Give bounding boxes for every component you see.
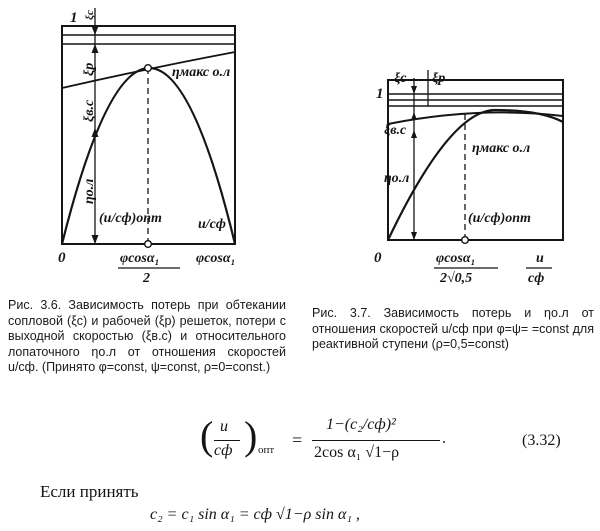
equation-c2: c₂ = c₁ sin α₁ = cф √1−ρ sin α₁ ,	[150, 506, 360, 523]
eq-period: .	[442, 430, 446, 447]
tick-mid-bottom: 2√0,5	[440, 271, 473, 286]
axis-u: u	[536, 251, 544, 266]
label-u-cf-opt: (u/cф)опт	[99, 211, 162, 226]
label-one: 1	[70, 10, 78, 26]
label-u-cf-opt: (u/cф)опт	[468, 211, 531, 226]
arrow-head-4	[411, 232, 417, 240]
label-one: 1	[376, 86, 384, 102]
equation-3-32	[0, 410, 600, 480]
label-eta-ol: ηо.л	[82, 178, 97, 204]
arrow-head-3	[411, 130, 417, 138]
label-xi-p: ξp	[82, 62, 97, 76]
label-xi-c: ξc	[84, 10, 96, 20]
tick-mid-bottom: 2	[143, 271, 150, 286]
label-xi-vs: ξв.с	[82, 99, 97, 122]
label-axis-u-cf: u/cф	[198, 217, 226, 232]
eq-rhs-num: 1−(c₂/cф)²	[326, 416, 396, 433]
arrow-head-2	[411, 112, 417, 120]
label-zero: 0	[374, 250, 382, 266]
eq-lhs-sub: опт	[258, 444, 275, 456]
label-zero: 0	[58, 250, 66, 266]
eq-number: (3.32)	[522, 432, 561, 449]
eq-equals: =	[292, 430, 303, 450]
label-xi-vs: ξв.с	[384, 123, 407, 138]
eq-lhs-num: u	[220, 418, 228, 435]
max-point-marker	[145, 65, 152, 72]
tick-end: φcosα₁	[196, 251, 236, 266]
optimum-axis-marker	[462, 237, 469, 244]
label-eta-max: ηмакс о.л	[472, 141, 531, 156]
text-if-accept: Если принять	[40, 482, 139, 501]
label-xi-c: ξс	[394, 71, 407, 86]
figure-3-6	[0, 0, 300, 286]
eq-lhs-bar	[214, 440, 240, 441]
arrow-head-xi-c	[92, 26, 99, 35]
label-xi-p: ξр	[432, 71, 446, 86]
optimum-axis-marker	[145, 241, 152, 248]
eq-rhs-den: 2cos α₁ √1−ρ	[314, 444, 400, 461]
eq-lhs-paren-right: )	[244, 413, 258, 458]
arrow-head-1	[411, 86, 417, 94]
tick-mid-top: φcosα₁	[120, 251, 160, 266]
label-eta-ol: ηо.л	[384, 171, 410, 186]
tick-mid-top: φcosα₁	[436, 251, 476, 266]
figure-3-7	[340, 0, 600, 286]
arrow-head-xi-p	[92, 44, 99, 53]
caption-fig-3-6: Рис. 3.6. Зависимость потерь при обтекании сопловой (ξс) и рабочей (ξр) решеток, потери с выходной скоростью (ξв.с) и относительного лопаточного ηо.л от отношения скоростей u/cф. (Принято φ=const, ψ=const, ρ=0=const.)	[8, 298, 286, 374]
label-eta-max: ηмакс о.л	[172, 65, 231, 80]
eq-rhs-bar	[312, 440, 440, 441]
eq-lhs-den: cф	[214, 442, 233, 459]
caption-fig-3-7: Рис. 3.7. Зависимость потерь и ηо.л от отношения скоростей u/cф при φ=ψ= =const для реактивной ступени (ρ=0,5=const)	[312, 306, 594, 351]
arrow-head-eta-bottom	[92, 235, 99, 244]
axis-cf: cф	[528, 271, 545, 286]
eq-lhs-paren-left: (	[200, 413, 214, 458]
